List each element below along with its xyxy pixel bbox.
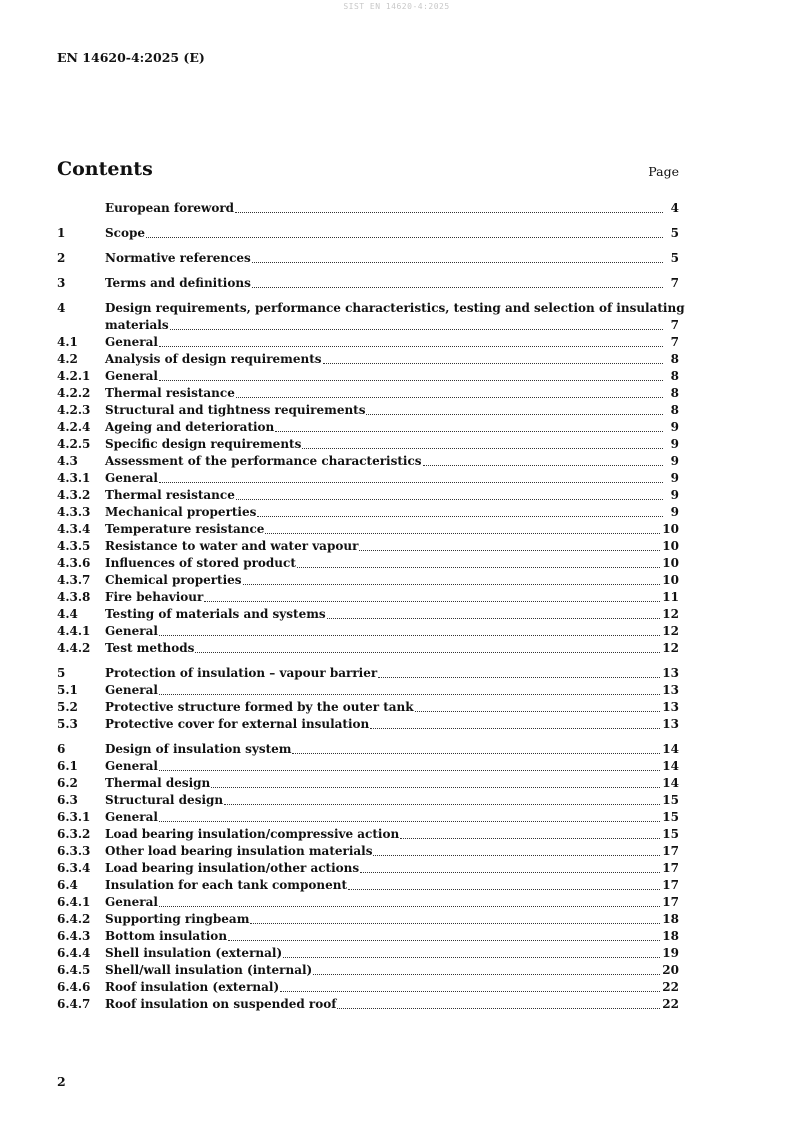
toc-entry-leader (105, 826, 662, 843)
toc-entry-title: General (105, 895, 158, 909)
dot-leader (159, 694, 660, 695)
toc-entry[interactable] (57, 792, 679, 809)
dot-leader (323, 363, 663, 364)
toc-entry-title: Design of insulation system (105, 742, 292, 756)
toc-entry[interactable] (57, 979, 679, 996)
dot-leader (373, 855, 660, 856)
dot-leader (159, 821, 660, 822)
toc-entry-page: 20 (662, 963, 679, 977)
toc-entry[interactable] (57, 470, 679, 487)
toc-entry-title: Protection of insulation – vapour barrier (105, 666, 378, 680)
toc-entry-leader (105, 979, 662, 996)
dot-leader (265, 533, 660, 534)
toc-entry[interactable] (57, 623, 679, 640)
toc-entry-title: Resistance to water and water vapour (105, 539, 359, 553)
toc-entry[interactable] (57, 775, 679, 792)
dot-leader (235, 212, 663, 213)
toc-entry-leader (105, 741, 662, 758)
toc-entry-leader (105, 200, 665, 217)
toc-entry[interactable] (57, 860, 679, 877)
dot-leader (366, 414, 663, 415)
contents-title: Contents (57, 158, 153, 180)
toc-entry-leader (105, 555, 662, 572)
toc-entry-page: 22 (662, 980, 679, 994)
toc-entry[interactable] (57, 665, 679, 682)
toc-entry-number: 4.2.2 (57, 386, 91, 400)
dot-leader (275, 431, 663, 432)
toc-entry-leader (105, 351, 665, 368)
toc-entry-page: 13 (662, 683, 679, 697)
toc-entry-number: 6 (57, 742, 66, 756)
toc-entry-page: 11 (662, 590, 679, 604)
dot-leader (252, 287, 663, 288)
dot-leader (283, 957, 660, 958)
toc-entry-page: 5 (670, 251, 679, 265)
toc-entry-number: 4.4.2 (57, 641, 91, 655)
toc-entry-leader (105, 877, 662, 894)
toc-entry-title: Assessment of the performance characteristics (105, 454, 422, 468)
toc-entry[interactable] (57, 758, 679, 775)
toc-entry-page: 17 (662, 844, 679, 858)
toc-entry-number: 4.3.8 (57, 590, 91, 604)
toc-entry[interactable] (57, 843, 679, 860)
toc-entry-number: 6.4 (57, 878, 78, 892)
toc-entry-number: 6.4.6 (57, 980, 91, 994)
toc-entry-number: 6.4.2 (57, 912, 91, 926)
toc-entry[interactable] (57, 589, 679, 606)
toc-entry-number: 6.4.3 (57, 929, 91, 943)
toc-entry-number: 2 (57, 251, 66, 265)
toc-entry[interactable] (57, 487, 679, 504)
toc-entry[interactable] (57, 572, 679, 589)
dot-leader (159, 635, 660, 636)
toc-entry-title: Structural and tightness requirements (105, 403, 366, 417)
toc-entry-leader (105, 640, 662, 657)
toc-entry-number: 6.3.2 (57, 827, 91, 841)
page-number: 2 (57, 1074, 66, 1089)
toc-entry-leader (105, 911, 662, 928)
toc-entry-leader (105, 623, 662, 640)
toc-entry-title: Thermal design (105, 776, 211, 790)
dot-leader (236, 499, 663, 500)
toc-entry-page: 14 (662, 776, 679, 790)
toc-entry-leader (105, 589, 662, 606)
dot-leader (243, 584, 661, 585)
toc-entry-page: 10 (662, 539, 679, 553)
toc-entry[interactable] (57, 945, 679, 962)
toc-entry-title: Bottom insulation (105, 929, 228, 943)
dot-leader (370, 728, 660, 729)
toc-entry-leader (105, 453, 665, 470)
toc-entry-title: Fire behaviour (105, 590, 204, 604)
dot-leader (378, 677, 660, 678)
toc-entry-number: 6.4.4 (57, 946, 91, 960)
toc-entry-title: Thermal resistance (105, 386, 235, 400)
toc-entry-title: Roof insulation (external) (105, 980, 280, 994)
watermark: SIST EN 14620-4:2025 (343, 2, 450, 11)
toc-entry-title: Scope (105, 226, 146, 240)
toc-entry-number: 5.3 (57, 717, 78, 731)
toc-entry-leader (105, 962, 662, 979)
toc-entry-number: 5.1 (57, 683, 78, 697)
toc-entry[interactable] (57, 962, 679, 979)
toc-entry-leader (105, 894, 662, 911)
toc-entry-leader (105, 606, 662, 623)
toc-entry[interactable] (57, 385, 679, 402)
toc-entry-leader (105, 368, 665, 385)
dot-leader (159, 380, 663, 381)
toc-entry-page: 18 (662, 929, 679, 943)
toc-entry-page: 13 (662, 700, 679, 714)
toc-entry-title: Roof insulation on suspended roof (105, 997, 337, 1011)
toc-entry-number: 4.4 (57, 607, 78, 621)
toc-entry-number: 4.3.1 (57, 471, 91, 485)
toc-entry-title: Temperature resistance (105, 522, 265, 536)
toc-entry-page: 9 (670, 454, 679, 468)
toc-entry-title: General (105, 335, 158, 349)
toc-entry[interactable] (57, 894, 679, 911)
toc-entry-title: General (105, 624, 158, 638)
toc-entry-number: 6.3.4 (57, 861, 91, 875)
toc-entry-page: 17 (662, 861, 679, 875)
toc-entry-number: 4.2.5 (57, 437, 91, 451)
toc-entry-number: 4.3.7 (57, 573, 91, 587)
dot-leader (302, 448, 663, 449)
toc-entry-number: 4.3 (57, 454, 78, 468)
dot-leader (297, 567, 660, 568)
toc-entry[interactable] (57, 699, 679, 716)
toc-entry-number: 6.4.7 (57, 997, 91, 1011)
toc-entry[interactable] (57, 928, 679, 945)
toc-entry-title: Testing of materials and systems (105, 607, 326, 621)
toc-entry-title: Influences of stored product (105, 556, 296, 570)
toc-entry[interactable] (57, 741, 679, 758)
dot-leader (211, 787, 660, 788)
toc-entry-title: Normative references (105, 251, 251, 265)
toc-entry[interactable] (57, 334, 679, 351)
toc-entry-title: General (105, 759, 158, 773)
toc-entry-page: 13 (662, 717, 679, 731)
toc-entry-title: European foreword (105, 201, 235, 215)
toc-entry-page: 10 (662, 573, 679, 587)
toc-entry[interactable] (57, 716, 679, 733)
toc-entry[interactable] (57, 538, 679, 555)
toc-entry-page: 12 (662, 641, 679, 655)
toc-entry[interactable] (57, 521, 679, 538)
toc-entry[interactable] (57, 453, 679, 470)
dot-leader (159, 346, 663, 347)
dot-leader (292, 753, 660, 754)
table-of-contents (57, 200, 685, 1013)
toc-entry-page: 9 (670, 437, 679, 451)
dot-leader (337, 1008, 660, 1009)
dot-leader (159, 770, 660, 771)
toc-entry-leader (105, 487, 665, 504)
toc-entry-number: 4.4.1 (57, 624, 91, 638)
toc-entry-number: 4.3.5 (57, 539, 91, 553)
toc-entry-page: 14 (662, 742, 679, 756)
toc-entry-line (57, 300, 685, 317)
toc-entry-title: Mechanical properties (105, 505, 257, 519)
toc-entry[interactable] (57, 826, 679, 843)
toc-entry-number: 4.2.1 (57, 369, 91, 383)
dot-leader (360, 872, 660, 873)
toc-entry-number: 4.3.3 (57, 505, 91, 519)
toc-entry[interactable] (57, 250, 679, 267)
toc-entry-page: 19 (662, 946, 679, 960)
toc-entry-title: Insulation for each tank component (105, 878, 348, 892)
toc-entry-leader (105, 334, 665, 351)
toc-entry-leader (105, 928, 662, 945)
toc-entry[interactable] (57, 911, 679, 928)
toc-entry-leader (105, 945, 662, 962)
dot-leader (252, 262, 663, 263)
toc-entry-title: Test methods (105, 641, 195, 655)
dot-leader (415, 711, 661, 712)
dot-leader (423, 465, 663, 466)
toc-entry-title: General (105, 471, 158, 485)
toc-entry-page: 5 (670, 226, 679, 240)
toc-entry-page: 14 (662, 759, 679, 773)
toc-entry-title: Load bearing insulation/compressive action (105, 827, 400, 841)
toc-entry-page: 9 (670, 471, 679, 485)
toc-entry[interactable] (57, 317, 679, 334)
document-id: EN 14620-4:2025 (E) (57, 50, 205, 65)
toc-entry-leader (105, 275, 665, 292)
toc-entry-page: 10 (662, 556, 679, 570)
toc-entry[interactable] (57, 225, 679, 242)
toc-entry-number: 6.3.1 (57, 810, 91, 824)
toc-entry-page: 15 (662, 810, 679, 824)
toc-entry[interactable] (57, 640, 679, 657)
toc-entry-number: 6.4.1 (57, 895, 91, 909)
toc-entry-page: 12 (662, 607, 679, 621)
toc-entry-page: 12 (662, 624, 679, 638)
toc-entry-page: 4 (670, 201, 679, 215)
dot-leader (327, 618, 661, 619)
toc-entry-leader (105, 792, 662, 809)
toc-entry-title: Protective structure formed by the outer tank (105, 700, 414, 714)
toc-entry-leader (105, 504, 665, 521)
dot-leader (204, 601, 660, 602)
dot-leader (195, 652, 660, 653)
toc-entry-leader (105, 758, 662, 775)
toc-entry-page: 8 (670, 403, 679, 417)
dot-leader (170, 329, 663, 330)
toc-entry-title: Supporting ringbeam (105, 912, 250, 926)
dot-leader (228, 940, 660, 941)
toc-entry-leader (105, 682, 662, 699)
toc-entry-title: Protective cover for external insulation (105, 717, 370, 731)
toc-entry-number: 4.3.4 (57, 522, 91, 536)
toc-entry[interactable] (57, 200, 679, 217)
toc-entry[interactable] (57, 682, 679, 699)
toc-entry-leader (105, 775, 662, 792)
dot-leader (159, 482, 663, 483)
toc-entry-number: 6.4.5 (57, 963, 91, 977)
toc-entry-page: 8 (670, 369, 679, 383)
toc-entry-title: Analysis of design requirements (105, 352, 322, 366)
toc-entry-leader (105, 436, 665, 453)
toc-entry-leader (105, 419, 665, 436)
toc-entry-number: 4.1 (57, 335, 78, 349)
toc-entry-title: Shell insulation (external) (105, 946, 283, 960)
toc-entry-title: Structural design (105, 793, 224, 807)
toc-entry-page: 15 (662, 827, 679, 841)
toc-entry-page: 9 (670, 505, 679, 519)
toc-entry-title: Design requirements, performance characteristics, testing and selection of insulating (105, 301, 685, 315)
toc-entry-title: General (105, 683, 158, 697)
toc-entry-number: 4.2 (57, 352, 78, 366)
toc-entry-leader (105, 843, 662, 860)
toc-entry-page: 10 (662, 522, 679, 536)
toc-entry-page: 7 (670, 318, 679, 332)
toc-entry-number: 6.3.3 (57, 844, 91, 858)
toc-entry-leader (105, 225, 665, 242)
toc-entry-page: 18 (662, 912, 679, 926)
dot-leader (159, 906, 660, 907)
toc-entry[interactable] (57, 877, 679, 894)
toc-entry[interactable] (57, 996, 679, 1013)
toc-entry-leader (105, 385, 665, 402)
toc-entry-page: 8 (670, 386, 679, 400)
toc-entry[interactable] (57, 419, 679, 436)
toc-entry-number: 4.2.3 (57, 403, 91, 417)
dot-leader (146, 237, 663, 238)
toc-entry-leader (105, 860, 662, 877)
toc-entry-leader (105, 809, 662, 826)
toc-entry-leader (105, 996, 662, 1013)
dot-leader (224, 804, 660, 805)
toc-entry-page: 13 (662, 666, 679, 680)
toc-entry-number: 1 (57, 226, 66, 240)
toc-entry-leader (105, 317, 665, 334)
toc-entry-title: Other load bearing insulation materials (105, 844, 373, 858)
toc-entry-title: Thermal resistance (105, 488, 235, 502)
toc-entry-leader (105, 665, 662, 682)
dot-leader (236, 397, 663, 398)
page-column-label: Page (648, 164, 679, 179)
toc-entry-leader (105, 699, 662, 716)
dot-leader (359, 550, 660, 551)
toc-entry-number: 4 (57, 301, 66, 315)
toc-entry[interactable] (57, 351, 679, 368)
toc-entry-leader (105, 716, 662, 733)
toc-entry-page: 9 (670, 488, 679, 502)
dot-leader (250, 923, 660, 924)
toc-entry-title: Load bearing insulation/other actions (105, 861, 360, 875)
toc-entry-title: General (105, 810, 158, 824)
toc-entry-page: 9 (670, 420, 679, 434)
toc-entry-page: 8 (670, 352, 679, 366)
toc-entry-page: 17 (662, 895, 679, 909)
toc-entry-title: Ageing and deterioration (105, 420, 275, 434)
toc-entry-leader (105, 250, 665, 267)
toc-entry-title: materials (105, 318, 169, 332)
toc-entry-number: 3 (57, 276, 66, 290)
toc-entry-number: 5 (57, 666, 66, 680)
toc-entry-leader (105, 538, 662, 555)
toc-entry-page: 7 (670, 276, 679, 290)
toc-entry-page: 22 (662, 997, 679, 1011)
toc-entry-page: 7 (670, 335, 679, 349)
toc-entry-title: Terms and definitions (105, 276, 251, 290)
toc-entry-leader (105, 521, 662, 538)
toc-entry-leader (105, 402, 665, 419)
toc-entry-number: 6.2 (57, 776, 78, 790)
toc-entry-page: 15 (662, 793, 679, 807)
toc-entry-number: 5.2 (57, 700, 78, 714)
toc-entry[interactable] (57, 809, 679, 826)
toc-entry-title: General (105, 369, 158, 383)
toc-entry-title: Specific design requirements (105, 437, 302, 451)
toc-entry-number: 4.2.4 (57, 420, 91, 434)
dot-leader (280, 991, 660, 992)
toc-entry[interactable] (57, 606, 679, 623)
toc-entry[interactable] (57, 402, 679, 419)
toc-entry-leader (105, 470, 665, 487)
toc-entry-leader (105, 572, 662, 589)
toc-entry-number: 4.3.6 (57, 556, 91, 570)
toc-entry-page: 17 (662, 878, 679, 892)
toc-entry[interactable] (57, 555, 679, 572)
dot-leader (257, 516, 663, 517)
toc-entry[interactable] (57, 504, 679, 521)
toc-entry-title: Chemical properties (105, 573, 242, 587)
dot-leader (313, 974, 660, 975)
toc-entry-number: 6.1 (57, 759, 78, 773)
toc-entry-number: 4.3.2 (57, 488, 91, 502)
dot-leader (400, 838, 660, 839)
toc-entry[interactable] (57, 436, 679, 453)
toc-entry[interactable] (57, 275, 679, 292)
toc-entry-number: 6.3 (57, 793, 78, 807)
dot-leader (348, 889, 660, 890)
toc-entry-title: Shell/wall insulation (internal) (105, 963, 313, 977)
toc-entry[interactable] (57, 368, 679, 385)
